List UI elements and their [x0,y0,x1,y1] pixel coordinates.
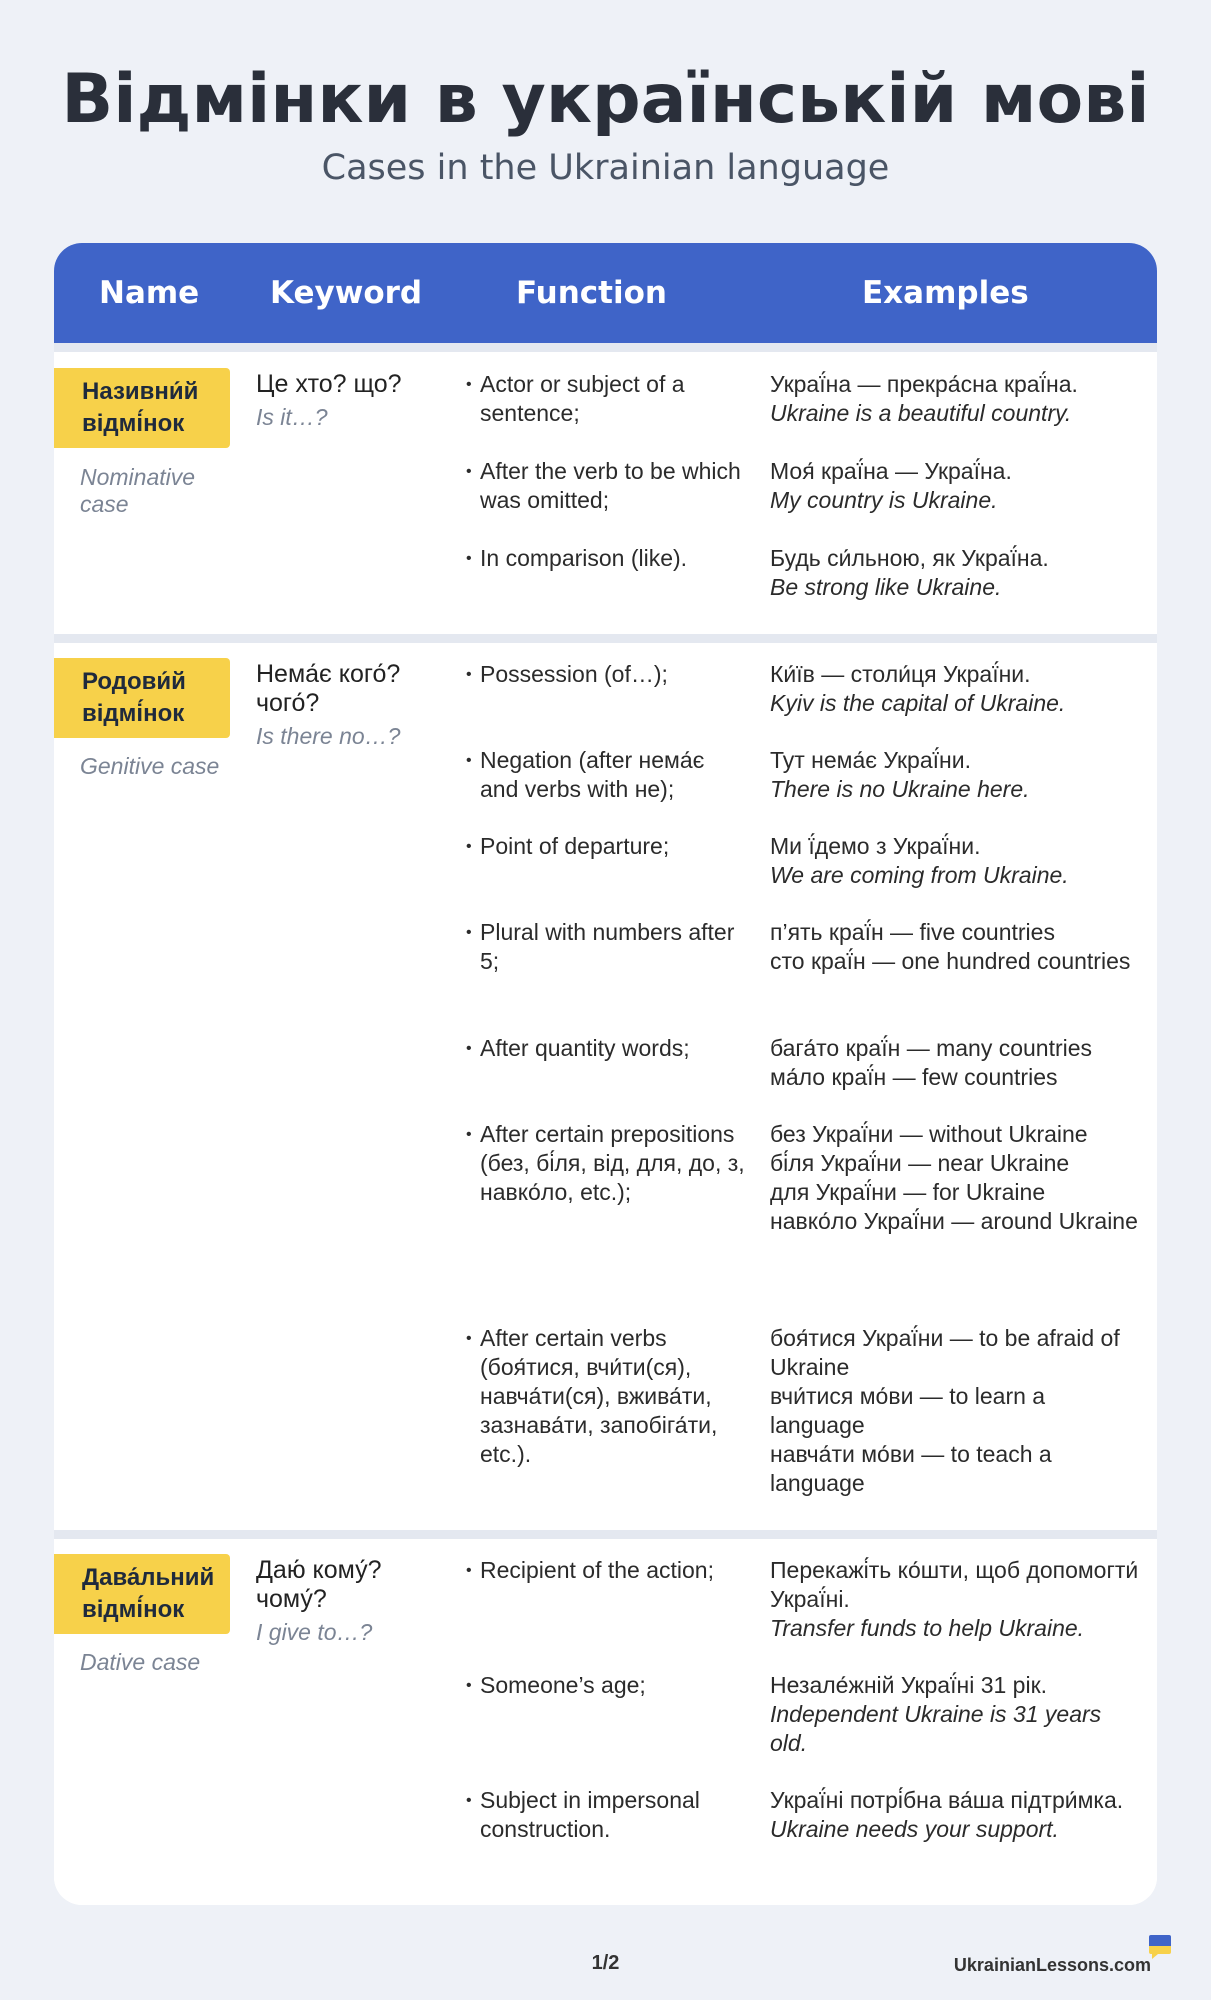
example [770,1786,1140,1844]
function-item: • After the verb to be which was omitted; [466,457,745,515]
function-item: • After quantity words; [466,1034,745,1063]
example-ua: Украї́на — прекра́сна краї́на. [770,371,1078,397]
case-english: Genitive case [80,753,220,779]
case-english: Nominative case [80,464,196,517]
example-en: We are coming from Ukraine. [770,862,1069,888]
function-item: • After certain verbs (боя́тися, вчи́ти(ся), навча́ти(ся), вжива́ти, зазнава́ти, запобіга́ти, etc.). [466,1324,745,1469]
case-badge: Називни́й відмі́нок [54,368,230,448]
function-item: • Recipient of the action; [466,1556,745,1585]
table-header [54,243,1157,343]
example [770,370,1140,428]
example-ua: Украї́ні потрі́бна ва́ша підтри́мка. [770,1787,1124,1813]
function-item: • Point of departure; [466,832,745,861]
keyword: Це хто? що? [256,370,402,398]
example-ua: навко́ло Украї́ни — around Ukraine [770,1208,1138,1234]
example [770,1556,1140,1643]
keyword-english: Is there no…? [256,723,401,749]
function-item: • Actor or subject of a sentence; [466,370,745,428]
example-ua: навча́ти мо́ви — to teach a language [770,1441,1052,1496]
section-divider [54,1530,1157,1539]
section-genitive [54,643,1157,1530]
cases-table [54,243,1157,1905]
function-item: • In comparison (like). [466,544,745,573]
example-en: Independent Ukraine is 31 years old. [770,1701,1102,1756]
header-function: Function [516,275,667,311]
case-badge: Дава́льний відмі́нок [54,1554,230,1634]
example-ua: Тут нема́є Украї́ни. [770,747,971,773]
example-ua: п’ять краї́н — five countries [770,919,1055,945]
keyword-english: Is it…? [256,404,328,430]
example-ua: вчи́тися мо́ви — to learn a language [770,1383,1046,1438]
example-ua: Ки́їв — столи́ця Украї́ни. [770,661,1031,687]
example-ua: ма́ло краї́н — few countries [770,1064,1058,1090]
example-ua: бага́то краї́н — many countries [770,1035,1093,1061]
function-item: • Negation (after нема́є and verbs with не); [466,746,745,804]
function-item: • Subject in impersonal construction. [466,1786,745,1844]
example-en: My country is Ukraine. [770,487,998,513]
example [770,1120,1140,1236]
example-en: Kyiv is the capital of Ukraine. [770,690,1066,716]
example [770,457,1140,515]
example [770,1671,1140,1758]
function-item: • Plural with numbers after 5; [466,918,745,976]
function-item: • After certain prepositions (без, бі́ля, від, для, до, з, навко́ло, etc.); [466,1120,745,1207]
header-examples: Examples [862,275,1029,311]
example [770,660,1140,718]
example-ua: боя́тися Украї́ни — to be afraid of Ukraine [770,1325,1120,1380]
page-title: Відмінки в українській мові [61,60,1150,139]
ukraine-flag-logo-icon [1146,1933,1174,1961]
example-en: Be strong like Ukraine. [770,574,1002,600]
example-ua: бі́ля Украї́ни — near Ukraine [770,1150,1070,1176]
example [770,832,1140,890]
page-number: 1/2 [591,1952,620,1974]
section-dative [54,1539,1157,1905]
example-en: Ukraine needs your support. [770,1816,1059,1842]
keyword-english: I give to…? [256,1619,373,1645]
example-ua: для Украї́ни — for Ukraine [770,1179,1046,1205]
site-name: UkrainianLessons.com [953,1955,1151,1975]
header-keyword: Keyword [270,275,423,311]
example-ua: сто краї́н — one hundred countries [770,948,1131,974]
example-ua: Моя́ краї́на — Украї́на. [770,458,1012,484]
example [770,544,1140,602]
example-ua: Ми ї́демо з Украї́ни. [770,833,981,859]
example-ua: без Украї́ни — without Ukraine [770,1121,1088,1147]
example-en: Transfer funds to help Ukraine. [770,1615,1085,1641]
case-english: Dative case [80,1649,201,1675]
example-ua: Незале́жній Украї́ні 31 рік. [770,1672,1048,1698]
example [770,1034,1140,1092]
keyword: Даю́ кому́? чому́? [256,1556,382,1613]
example-ua: Перекажі́ть ко́шти, щоб допомогти́ Украї́ні. [770,1557,1139,1612]
section-divider [54,634,1157,643]
example-en: Ukraine is a beautiful country. [770,400,1072,426]
example-en: There is no Ukraine here. [770,776,1030,802]
section-divider [54,343,1157,352]
function-item: • Possession (of…); [466,660,745,689]
example [770,746,1140,804]
example-ua: Будь си́льною, як Украї́на. [770,545,1049,571]
function-item: • Someone’s age; [466,1671,745,1700]
case-badge: Родови́й відмі́нок [54,658,230,738]
example [770,918,1140,976]
page-subtitle: Cases in the Ukrainian language [321,148,890,188]
section-nominative [54,352,1157,634]
header-name: Name [99,275,200,311]
example [770,1324,1140,1498]
keyword: Нема́є кого́? чого́? [256,660,401,717]
